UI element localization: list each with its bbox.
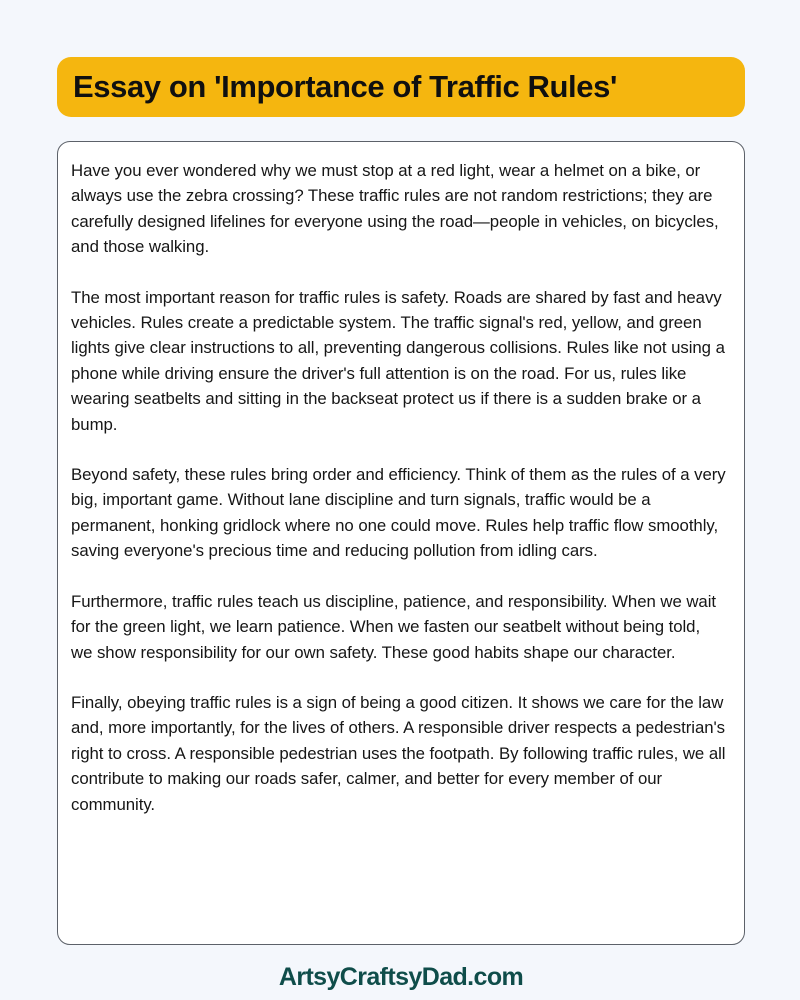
title-banner xyxy=(57,57,745,117)
essay-paragraph-3: Beyond safety, these rules bring order and efficiency. Think of them as the rules of a very big, important game. Without lane discipline and turn signals, traffic would be a permanent, honking gridlock where no one could move. Rules help traffic flow smoothly, saving everyone's precious time and reducing pollution from idling cars. xyxy=(71,465,726,561)
footer xyxy=(57,963,745,992)
essay-paragraph-2: The most important reason for traffic rules is safety. Roads are shared by fast and heavy vehicles. Rules create a predictable system. The traffic signal's red, yellow, and green lights give clear instructions to all, preventing dangerous collisions. Rules like not using a phone while driving ensure the driver's full attention is on the road. For us, rules like wearing seatbelts and sitting in the backseat protect us if there is a sudden brake or a bump. xyxy=(71,287,725,434)
essay-body xyxy=(71,158,726,817)
brand-watermark: ArtsyCraftsyDad.com xyxy=(278,963,524,991)
essay-paragraph-1: Have you ever wondered why we must stop at a red light, wear a helmet on a bike, or always use the zebra crossing? These traffic rules are not random restrictions; they are carefully designed lifelines for everyone using the road—people in vehicles, on bicycles, and those walking. xyxy=(71,161,719,257)
essay-paragraph-5: Finally, obeying traffic rules is a sign of being a good citizen. It shows we care for the law and, more importantly, for the lives of others. A responsible driver respects a pedestrian's right to cross. A responsible pedestrian uses the footpath. By following traffic rules, we all contribute to making our roads safer, calmer, and better for every member of our community. xyxy=(71,692,726,814)
essay-paragraph-4: Furthermore, traffic rules teach us discipline, patience, and responsibility. When we wait for the green light, we learn patience. When we fasten our seatbelt without being told, we show responsibility for our own safety. These good habits shape our character. xyxy=(71,591,716,662)
essay-card xyxy=(57,141,745,945)
page-title: Essay on 'Importance of Traffic Rules' xyxy=(73,68,617,104)
